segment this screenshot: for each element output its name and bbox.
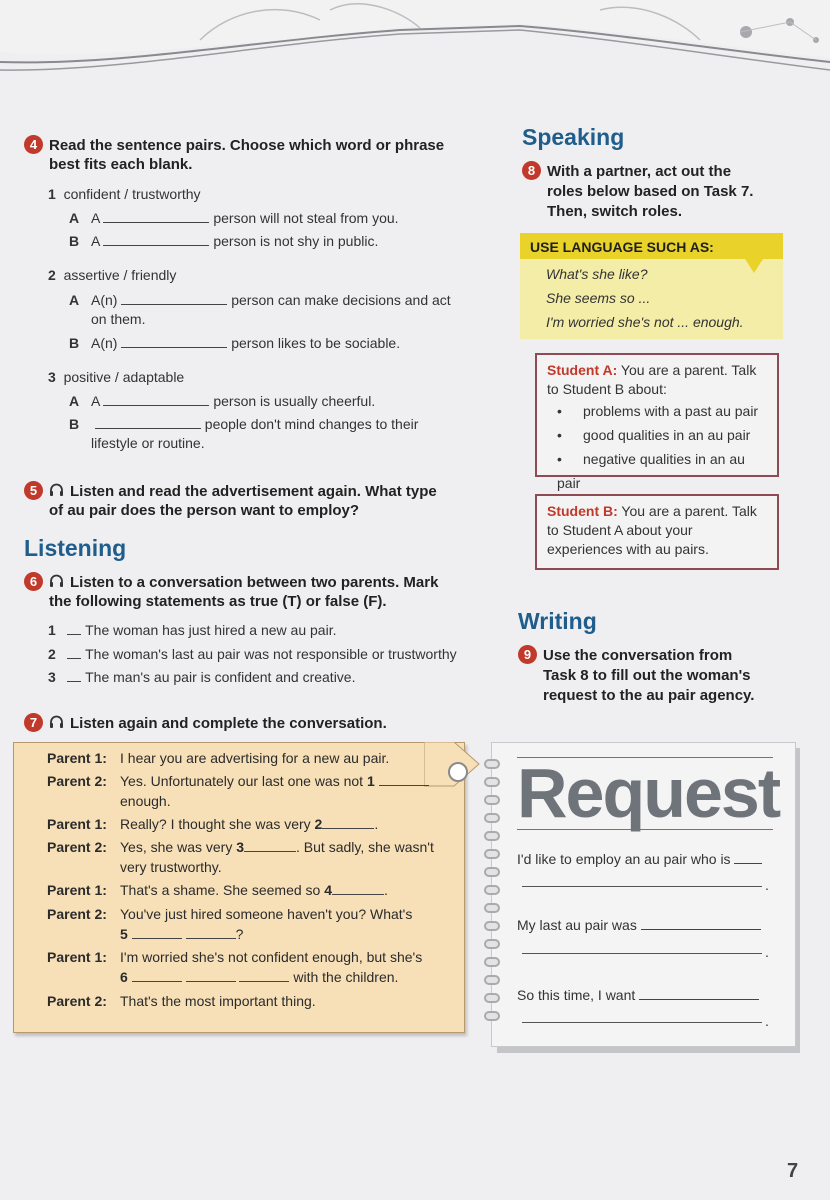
task4-item-2a: A A(n) person can make decisions and act bbox=[69, 292, 451, 308]
task5-number: 5 bbox=[24, 481, 43, 500]
page-number: 7 bbox=[787, 1160, 799, 1182]
answer-blank[interactable] bbox=[186, 970, 236, 982]
request-prompt-1: I'd like to employ an au pair who is bbox=[517, 850, 762, 869]
writing-heading: Writing bbox=[518, 608, 597, 634]
task4-number: 4 bbox=[24, 135, 43, 154]
spiral-ring-icon bbox=[484, 939, 500, 949]
spiral-ring-icon bbox=[484, 903, 500, 913]
answer-blank[interactable] bbox=[322, 817, 374, 829]
answer-blank[interactable] bbox=[95, 417, 201, 429]
task4-item-2a-cont: on them. bbox=[91, 311, 146, 327]
task9-instructions: 9 Use the conversation from Task 8 to fill out the woman's request to the au pair agency. bbox=[518, 645, 808, 706]
task8-instructions: 8 With a partner, act out the roles below based on Task 7. Then, switch roles. bbox=[522, 161, 812, 222]
spiral-ring-icon bbox=[484, 993, 500, 1003]
task8-number: 8 bbox=[522, 161, 541, 180]
answer-blank[interactable] bbox=[132, 927, 182, 939]
listening-heading: Listening bbox=[24, 535, 127, 561]
task7-instructions: 7 Listen again and complete the conversation. bbox=[24, 713, 484, 733]
request-title: Request bbox=[517, 754, 780, 832]
task6-statement-2: 2 The woman's last au pair was not responsible or trustworthy bbox=[48, 646, 457, 662]
student-a-box: Student A: You are a parent. Talk to Student B about: • problems with a past au pair • good qualities in an au pair • negative qualities in an au pair bbox=[535, 353, 779, 477]
speaking-heading: Speaking bbox=[522, 124, 625, 150]
true-false-blank[interactable] bbox=[67, 670, 81, 682]
request-form: Request I'd like to employ an au pair who is . My last au pair was . So this time, I want . bbox=[491, 742, 796, 1047]
language-phrase: What's she like? bbox=[546, 266, 648, 282]
answer-blank[interactable] bbox=[121, 336, 227, 348]
spiral-ring-icon bbox=[484, 777, 500, 787]
answer-line[interactable] bbox=[522, 1022, 762, 1023]
task7-number: 7 bbox=[24, 713, 43, 732]
task4-item-2b: B A(n) person likes to be sociable. bbox=[69, 335, 401, 351]
spiral-ring-icon bbox=[484, 831, 500, 841]
spiral-ring-icon bbox=[484, 885, 500, 895]
answer-blank[interactable] bbox=[641, 918, 761, 930]
answer-blank[interactable] bbox=[639, 988, 759, 1000]
task4-instructions: 4 Read the sentence pairs. Choose which word or phrase best fits each blank. bbox=[24, 135, 484, 174]
language-box bbox=[520, 233, 783, 339]
spiral-ring-icon bbox=[484, 795, 500, 805]
task6-statement-1: 1 The woman has just hired a new au pair. bbox=[48, 622, 337, 638]
language-phrase: She seems so ... bbox=[546, 290, 651, 306]
decorative-header-band bbox=[0, 0, 830, 80]
task4-item-1-header: 1 confident / trustworthy bbox=[48, 186, 201, 202]
spiral-ring-icon bbox=[484, 813, 500, 823]
answer-blank[interactable] bbox=[244, 840, 296, 852]
task6-number: 6 bbox=[24, 572, 43, 591]
spiral-ring-icon bbox=[484, 921, 500, 931]
conversation-box: Parent 1: I hear you are advertising for a new au pair. Parent 2: Yes. Unfortunately our last one was not 1 enough. Parent 1: Really? I thought she was very 2 . Parent 2: Yes, she was very 3 . But sadly, she wasn't very trustworthy. Parent 1: That's a shame. She seemed so 4 . Parent 2: You've just hired someone haven't you? What's 5 ? Parent 1: I'm worried she's not confident enough, but she's 6 with the children. Parent 2: That's the most important thing. bbox=[13, 742, 465, 1033]
spiral-ring-icon bbox=[484, 975, 500, 985]
spiral-ring-icon bbox=[484, 957, 500, 967]
task5-instructions: 5 Listen and read the advertisement again. What type of au pair does the person want to employ? bbox=[24, 481, 484, 520]
headphones-icon bbox=[49, 715, 64, 729]
headphones-icon bbox=[49, 574, 64, 588]
task4-item-3b-cont: lifestyle or routine. bbox=[91, 435, 205, 451]
answer-blank[interactable] bbox=[379, 774, 429, 786]
answer-blank[interactable] bbox=[132, 970, 182, 982]
spiral-ring-icon bbox=[484, 867, 500, 877]
task4-item-3-header: 3 positive / adaptable bbox=[48, 369, 185, 385]
spiral-ring-icon bbox=[484, 759, 500, 769]
task4-item-2-header: 2 assertive / friendly bbox=[48, 267, 177, 283]
task6-statement-3: 3 The man's au pair is confident and creative. bbox=[48, 669, 356, 685]
answer-blank[interactable] bbox=[103, 234, 209, 246]
answer-blank[interactable] bbox=[121, 293, 227, 305]
student-a-bullet: • negative qualities in an au pair bbox=[547, 447, 767, 495]
headphones-icon bbox=[49, 483, 64, 497]
answer-line[interactable] bbox=[522, 886, 762, 887]
task4-item-3a: A A person is usually cheerful. bbox=[69, 393, 376, 409]
language-box-heading: USE LANGUAGE SUCH AS: bbox=[520, 233, 783, 259]
student-a-bullet: • problems with a past au pair bbox=[547, 399, 767, 423]
student-b-box: Student B: You are a parent. Talk to Student A about your experiences with au pairs. bbox=[535, 494, 779, 570]
task6-instructions: 6 Listen to a conversation between two parents. Mark the following statements as true (T) or false (F). bbox=[24, 572, 484, 611]
spiral-ring-icon bbox=[484, 849, 500, 859]
answer-blank[interactable] bbox=[239, 970, 289, 982]
request-prompt-2: My last au pair was bbox=[517, 916, 761, 935]
task9-number: 9 bbox=[518, 645, 537, 664]
answer-blank[interactable] bbox=[186, 927, 236, 939]
student-a-bullet: • good qualities in an au pair bbox=[547, 423, 767, 447]
task4-item-1b: B A person is not shy in public. bbox=[69, 233, 379, 249]
request-prompt-3: So this time, I want bbox=[517, 986, 759, 1005]
answer-blank[interactable] bbox=[103, 394, 209, 406]
task4-item-3b: B people don't mind changes to their bbox=[69, 416, 419, 432]
true-false-blank[interactable] bbox=[67, 623, 81, 635]
task4-item-1a: A A person will not steal from you. bbox=[69, 210, 399, 226]
answer-blank[interactable] bbox=[332, 883, 384, 895]
true-false-blank[interactable] bbox=[67, 647, 81, 659]
answer-blank[interactable] bbox=[103, 211, 209, 223]
answer-blank[interactable] bbox=[734, 852, 762, 864]
spiral-ring-icon bbox=[484, 1011, 500, 1021]
answer-line[interactable] bbox=[522, 953, 762, 954]
language-phrase: I'm worried she's not ... enough. bbox=[546, 314, 744, 330]
